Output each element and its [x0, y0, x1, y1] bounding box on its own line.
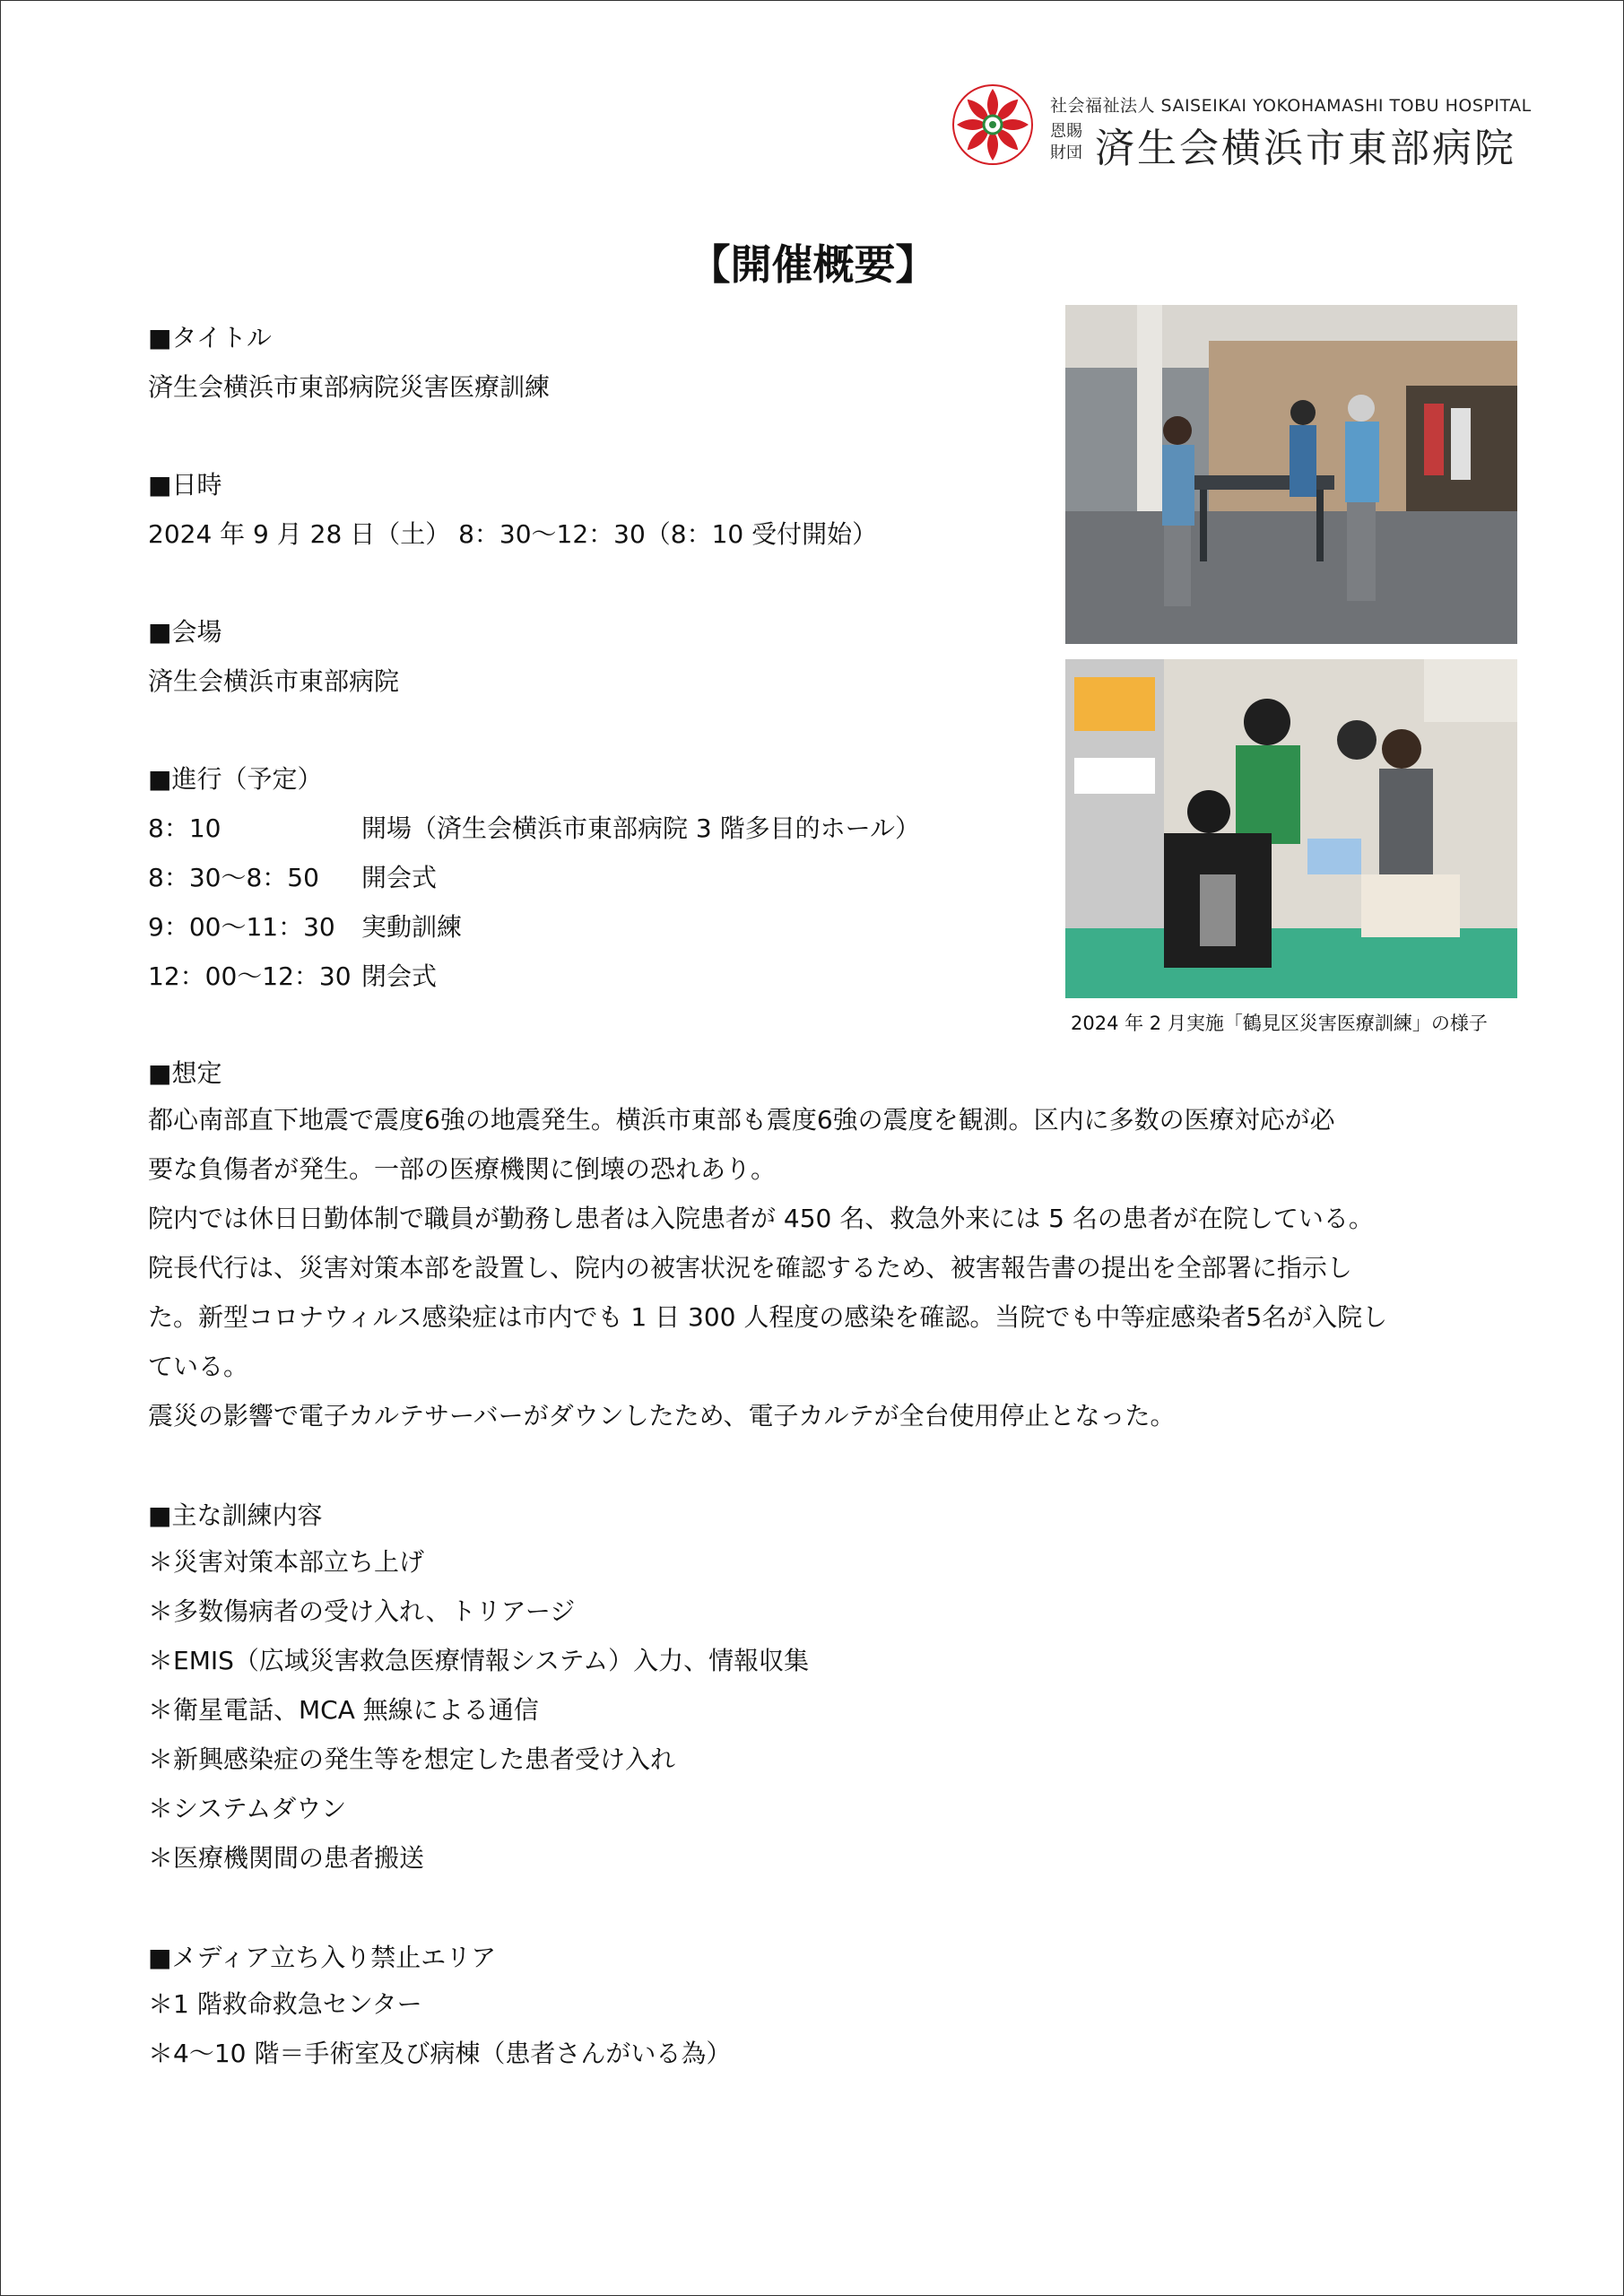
training-list	[148, 1537, 1493, 1883]
schedule-time: 12：00～12：30	[148, 961, 352, 991]
foundation-label: 恩賜財団	[1050, 122, 1082, 162]
schedule-time: 8：10	[148, 813, 221, 843]
hospital-name: 済生会横浜市東部病院	[1095, 126, 1516, 171]
saiseikai-emblem-icon	[951, 83, 1034, 166]
scenario-line: 院内では休日日勤体制で職員が勤務し患者は入院患者が 450 名、救急外来には 5 名の患者が在院している。	[148, 1204, 1374, 1233]
event-date: 2024 年 9 月 28 日（土） 8：30～12：30（8：10 受付開始）	[148, 519, 878, 549]
scenario-line: 都心南部直下地震で震度6強の地震発生。横浜市東部も震度6強の震度を観測。区内に多数の医療対応が必	[148, 1105, 1335, 1135]
section-scenario-heading: ■想定	[148, 1058, 222, 1088]
page-title: 【開催概要】	[689, 240, 937, 289]
scenario-line: 院長代行は、災害対策本部を設置し、院内の被害状況を確認するため、被害報告書の提出を全部署に指示し	[148, 1253, 1352, 1283]
list-item: ＊EMIS（広域災害救急医療情報システム）入力、情報収集	[148, 1646, 810, 1675]
scenario-line: 要な負傷者が発生。一部の医療機関に倒壊の恐れあり。	[148, 1154, 777, 1184]
list-item: ＊衛星電話、MCA 無線による通信	[148, 1695, 539, 1725]
scenario-line: た。新型コロナウィルス感染症は市内でも 1 日 300 人程度の感染を確認。当院でも中等症感染者5名が入院し	[148, 1302, 1388, 1332]
scenario-line: 震災の影響で電子カルテサーバーがダウンしたため、電子カルテが全台使用停止となった。	[148, 1401, 1176, 1431]
section-training-heading: ■主な訓練内容	[148, 1500, 323, 1530]
corporation-label: 社会福祉法人 SAISEIKAI YOKOHAMASHI TOBU HOSPITAL	[1050, 96, 1532, 116]
scenario-text	[148, 1095, 1493, 1440]
list-item: ＊災害対策本部立ち上げ	[148, 1547, 425, 1577]
schedule-item: 開会式	[361, 863, 438, 892]
event-title: 済生会横浜市東部病院災害医療訓練	[148, 372, 551, 402]
hospital-logo	[951, 83, 1534, 173]
list-item: ＊1 階救命救急センター	[148, 1989, 422, 2019]
schedule-item: 実動訓練	[361, 912, 463, 942]
event-venue: 済生会横浜市東部病院	[148, 666, 400, 696]
section-media-heading: ■メディア立ち入り禁止エリア	[148, 1943, 497, 1972]
schedule-item: 閉会式	[361, 961, 438, 991]
section-venue-heading: ■会場	[148, 617, 222, 647]
list-item: ＊医療機関間の患者搬送	[148, 1843, 425, 1873]
schedule-time: 8：30～8：50	[148, 863, 319, 892]
media-list	[148, 1979, 1493, 2078]
training-photo-triage	[1065, 659, 1517, 998]
schedule-time: 9：00～11：30	[148, 912, 335, 942]
list-item: ＊新興感染症の発生等を想定した患者受け入れ	[148, 1744, 676, 1774]
section-title-heading: ■タイトル	[148, 323, 272, 352]
list-item: ＊多数傷病者の受け入れ、トリアージ	[148, 1596, 576, 1626]
schedule-item: 開場（済生会横浜市東部病院 3 階多目的ホール）	[361, 813, 921, 843]
section-schedule-heading: ■進行（予定）	[148, 764, 323, 794]
list-item: ＊システムダウン	[148, 1794, 347, 1823]
photo-caption: 2024 年 2 月実施「鶴見区災害医療訓練」の様子	[1071, 1013, 1488, 1034]
training-photo-stretcher	[1065, 305, 1517, 644]
triage-photo-illustration	[1065, 659, 1517, 998]
list-item: ＊4～10 階＝手術室及び病棟（患者さんがいる為）	[148, 2039, 732, 2068]
stretcher-photo-illustration	[1065, 305, 1517, 644]
scenario-line: ている。	[148, 1352, 249, 1381]
section-date-heading: ■日時	[148, 470, 222, 500]
